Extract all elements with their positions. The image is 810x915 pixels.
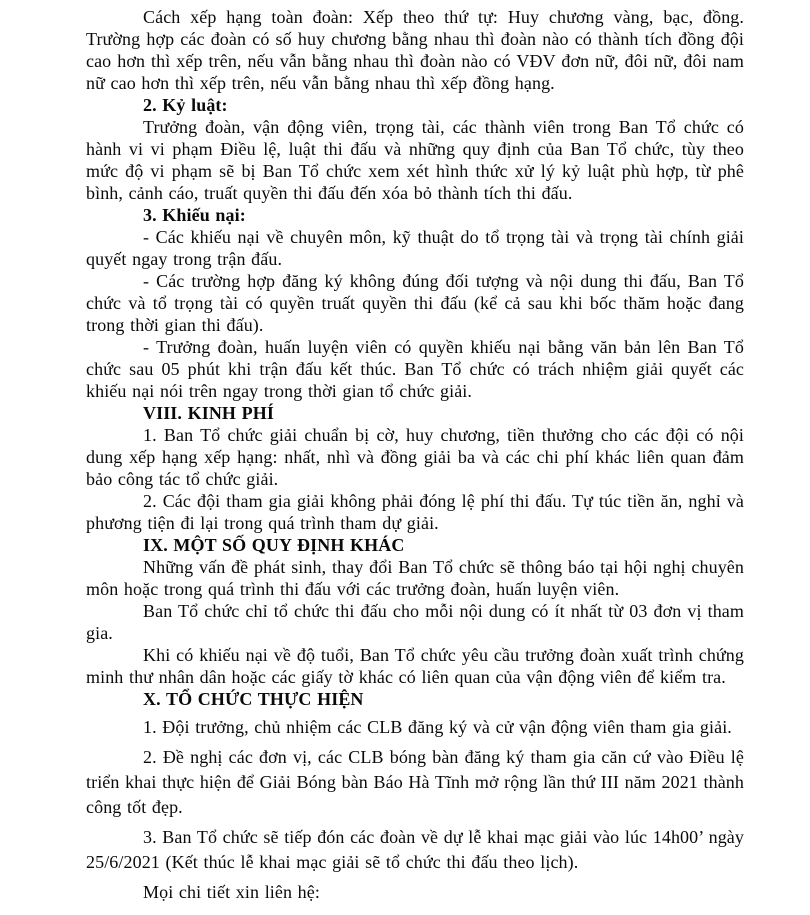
section-heading-other-rules: IX. MỘT SỐ QUY ĐỊNH KHÁC [143,535,405,555]
paragraph-other-minimum-units: Ban Tổ chức chỉ tổ chức thi đấu cho mỗi nội dung có ít nhất từ 03 đơn vị tham gia. [86,601,744,643]
paragraph-contact-intro: Mọi chi tiết xin liên hệ: [143,882,320,902]
paragraph-complaint-written: - Trưởng đoàn, huấn luyện viên có quyền khiếu nại bằng văn bản lên Ban Tổ chức sau 05 phút khi trận đấu kết thúc. Ban Tổ chức có trách nhiệm giải quyết các khiếu nại nói trên ngay trong thời gian tổ chức giải. [86,337,744,401]
paragraph-discipline: Trưởng đoàn, vận động viên, trọng tài, các thành viên trong Ban Tổ chức có hành vi vi phạm Điều lệ, luật thi đấu và những quy định của Ban Tổ chức, tùy theo mức độ vi phạm sẽ bị Ban Tổ chức xem xét hình thức xử lý kỷ luật phù hợp, từ phê bình, cảnh cáo, truất quyền thi đấu đến xóa bỏ thành tích thi đấu. [86,117,744,203]
section-heading-complaints: 3. Khiếu nại: [143,205,246,225]
document-body [86,6,744,905]
paragraph-other-changes: Những vấn đề phát sinh, thay đổi Ban Tổ chức sẽ thông báo tại hội nghị chuyên môn hoặc trong quá trình thi đấu với các trưởng đoàn, huấn luyện viên. [86,557,744,599]
paragraph-complaint-technical: - Các khiếu nại về chuyên môn, kỹ thuật do tổ trọng tài và trọng tài chính giải quyết ngay trong trận đấu. [86,227,744,269]
section-heading-implementation: X. TỔ CHỨC THỰC HIỆN [143,689,364,709]
section-heading-funding: VIII. KINH PHÍ [143,403,274,423]
paragraph-funding-fees: 2. Các đội tham gia giải không phải đóng lệ phí thi đấu. Tự túc tiền ăn, nghỉ và phương tiện đi lại trong quá trình tham dự giải. [86,491,744,533]
paragraph-impl-clubs: 2. Đề nghị các đơn vị, các CLB bóng bàn đăng ký tham gia căn cứ vào Điều lệ triển khai thực hiện để Giải Bóng bàn Báo Hà Tĩnh mở rộng lần thứ III năm 2021 thành công tốt đẹp. [86,747,744,817]
paragraph-complaint-registration: - Các trường hợp đăng ký không đúng đối tượng và nội dung thi đấu, Ban Tổ chức và tổ trọng tài có quyền truất quyền thi đấu (kể cả sau khi bốc thăm hoặc đang trong thời gian thi đấu). [86,271,744,335]
paragraph-ranking-method: Cách xếp hạng toàn đoàn: Xếp theo thứ tự: Huy chương vàng, bạc, đồng. Trường hợp các đoàn có số huy chương bằng nhau thì đoàn nào có thành tích đồng đội cao hơn thì xếp trên, nếu vẫn bằng nhau thì đoàn nào có VĐV đơn nữ, đôi nữ, đôi nam nữ cao hơn thì xếp trên, nếu vẫn bằng nhau thì xếp đồng hạng. [86,7,744,93]
paragraph-funding-prizes: 1. Ban Tổ chức giải chuẩn bị cờ, huy chương, tiền thưởng cho các đội có nội dung xếp hạng xếp hạng: nhất, nhì và đồng giải ba và các chi phí khác liên quan đảm bảo công tác tổ chức giải. [86,425,744,489]
section-heading-discipline: 2. Kỷ luật: [143,95,228,115]
paragraph-impl-opening: 3. Ban Tổ chức sẽ tiếp đón các đoàn về dự lễ khai mạc giải vào lúc 14h00’ ngày 25/6/2021 (Kết thúc lễ khai mạc giải sẽ tổ chức thi đấu theo lịch). [86,827,744,872]
paragraph-impl-registration: 1. Đội trưởng, chủ nhiệm các CLB đăng ký và cử vận động viên tham gia giải. [143,717,732,737]
paragraph-other-age-check: Khi có khiếu nại về độ tuổi, Ban Tổ chức yêu cầu trưởng đoàn xuất trình chứng minh thư nhân dân hoặc các giấy tờ khác có liên quan của vận động viên để kiểm tra. [86,645,744,687]
